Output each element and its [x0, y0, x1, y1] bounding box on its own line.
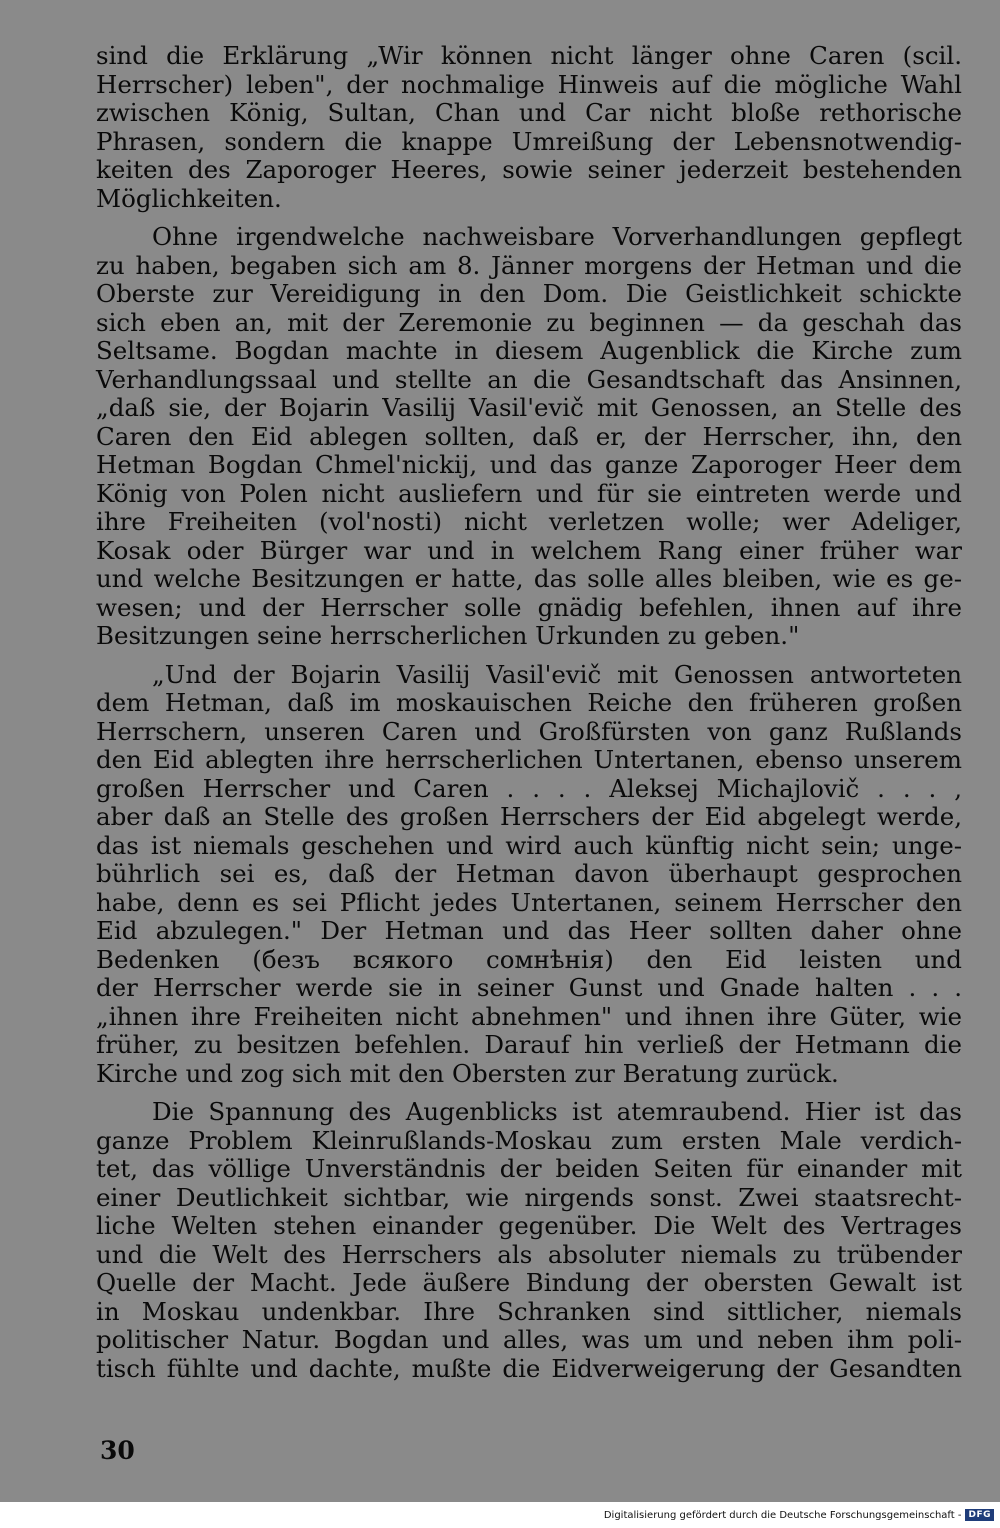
text-line: Phrasen, sondern die knappe Umreißung der Lebensnotwendig-	[96, 126, 962, 156]
text-line: politischer Natur. Bogdan und alles, was um und neben ihm poli-	[96, 1325, 962, 1354]
text-line: Kosak oder Bürger war und in welchem Rang einer früher war	[96, 535, 962, 565]
dfg-logo-icon: DFG	[965, 1509, 994, 1521]
text-line: Caren den Eid ablegen sollten, daß er, der Herrscher, ihn, den	[96, 421, 962, 451]
text-line: Besitzungen seine herrscherlichen Urkunden zu geben."	[96, 621, 800, 650]
text-line: und welche Besitzungen er hatte, das solle alles bleiben, wie es ge-	[96, 564, 962, 593]
text-line: zwischen König, Sultan, Chan und Car nicht bloße rethorische	[96, 98, 962, 127]
text-line: Verhandlungssaal und stellte an die Gesandtschaft das Ansinnen,	[96, 364, 962, 394]
digitization-footer	[604, 1506, 994, 1524]
text-line: großen Herrscher und Caren . . . . Aleksej Michajlovič . . . ,	[96, 773, 962, 803]
text-line: den Eid ablegten ihre herrscherlichen Untertanen, ebenso unserem	[96, 745, 962, 774]
footer-credit-text: Digitalisierung gefördert durch die Deutsche Forschungsgemeinschaft -	[603, 1509, 962, 1521]
text-line: der Herrscher werde sie in seiner Gunst und Gnade halten . . .	[96, 973, 962, 1002]
text-line: „Und der Bojarin Vasilij Vasil'evič mit Genossen antworteten	[152, 659, 962, 689]
text-line: früher, zu besitzen befehlen. Darauf hin verließ der Hetmann die	[96, 1030, 962, 1059]
text-line: ganze Problem Kleinrußlands-Moskau zum ersten Male verdich-	[96, 1125, 962, 1155]
text-line: das ist niemals geschehen und wird auch künftig nicht sein; unge-	[96, 830, 962, 860]
text-line: ihre Freiheiten (vol'nosti) nicht verletzen wolle; wer Adeliger,	[96, 507, 962, 536]
page-number: 30	[100, 1436, 135, 1465]
text-line: Bedenken (безъ всякого сомнѣнія) den Eid leisten und	[96, 944, 962, 974]
text-line: zu haben, begaben sich am 8. Jänner morgens der Hetman und die	[96, 250, 962, 280]
text-line: liche Welten stehen einander gegenüber. Die Welt des Vertrages	[96, 1211, 962, 1240]
paragraph-2	[96, 223, 962, 651]
paragraph-4	[96, 1098, 962, 1383]
text-line: Seltsame. Bogdan machte in diesem Augenblick die Kirche zum	[96, 336, 962, 365]
text-line: Eid abzulegen." Der Hetman und das Heer sollten daher ohne	[96, 916, 962, 945]
text-line: einer Deutlichkeit sichtbar, wie nirgends sonst. Zwei staatsrecht-	[96, 1182, 962, 1212]
text-line: Ohne irgendwelche nachweisbare Vorverhandlungen gepflegt	[152, 222, 962, 251]
text-line: König von Polen nicht ausliefern und für sie eintreten werde und	[96, 478, 962, 508]
text-line: Die Spannung des Augenblicks ist atemraubend. Hier ist das	[152, 1097, 962, 1126]
text-line: habe, denn es sei Pflicht jedes Untertanen, seinem Herrscher den	[96, 887, 962, 917]
text-line: tisch fühlte und dachte, mußte die Eidverweigerung der Gesandten	[96, 1353, 962, 1383]
paragraph-3	[96, 661, 962, 1089]
text-line: Möglichkeiten.	[96, 183, 282, 213]
text-line: und die Welt des Herrschers als absoluter niemals zu trübender	[96, 1239, 962, 1269]
paragraph-gap	[96, 651, 962, 661]
text-line: Herrscher) leben", der nochmalige Hinweis auf die mögliche Wahl	[96, 69, 962, 99]
text-line: tet, das völlige Unverständnis der beiden Seiten für einander mit	[96, 1154, 962, 1183]
text-line: Oberste zur Vereidigung in den Dom. Die Geistlichkeit schickte	[96, 279, 962, 308]
text-line: Kirche und zog sich mit den Obersten zur Beratung zurück.	[96, 1058, 839, 1088]
text-line: Quelle der Macht. Jede äußere Bindung der obersten Gewalt ist	[96, 1268, 962, 1297]
text-line: wesen; und der Herrscher solle gnädig befehlen, ihnen auf ihre	[96, 592, 962, 622]
text-line: dem Hetman, daß im moskauischen Reiche den früheren großen	[96, 688, 962, 717]
text-line: sind die Erklärung „Wir können nicht länger ohne Caren (scil.	[96, 41, 962, 70]
paragraph-1	[96, 42, 962, 213]
text-line: keiten des Zaporoger Heeres, sowie seiner jederzeit bestehenden	[96, 155, 962, 184]
text-line: Herrschern, unseren Caren und Großfürsten von ganz Rußlands	[96, 716, 962, 746]
body-text	[96, 42, 962, 1383]
text-line: in Moskau undenkbar. Ihre Schranken sind sittlicher, niemals	[96, 1296, 962, 1326]
text-line: „ihnen ihre Freiheiten nicht abnehmen" und ihnen ihre Güter, wie	[96, 1001, 962, 1031]
text-line: aber daß an Stelle des großen Herrschers der Eid abgelegt werde,	[96, 802, 962, 831]
text-line: Hetman Bogdan Chmel'nickij, und das ganze Zaporoger Heer dem	[96, 450, 962, 479]
text-line: sich eben an, mit der Zeremonie zu beginnen — da geschah das	[96, 307, 962, 337]
text-line: bührlich sei es, daß der Hetman davon überhaupt gesprochen	[96, 859, 962, 888]
text-line: „daß sie, der Bojarin Vasilij Vasil'evič mit Genossen, an Stelle des	[96, 393, 962, 422]
